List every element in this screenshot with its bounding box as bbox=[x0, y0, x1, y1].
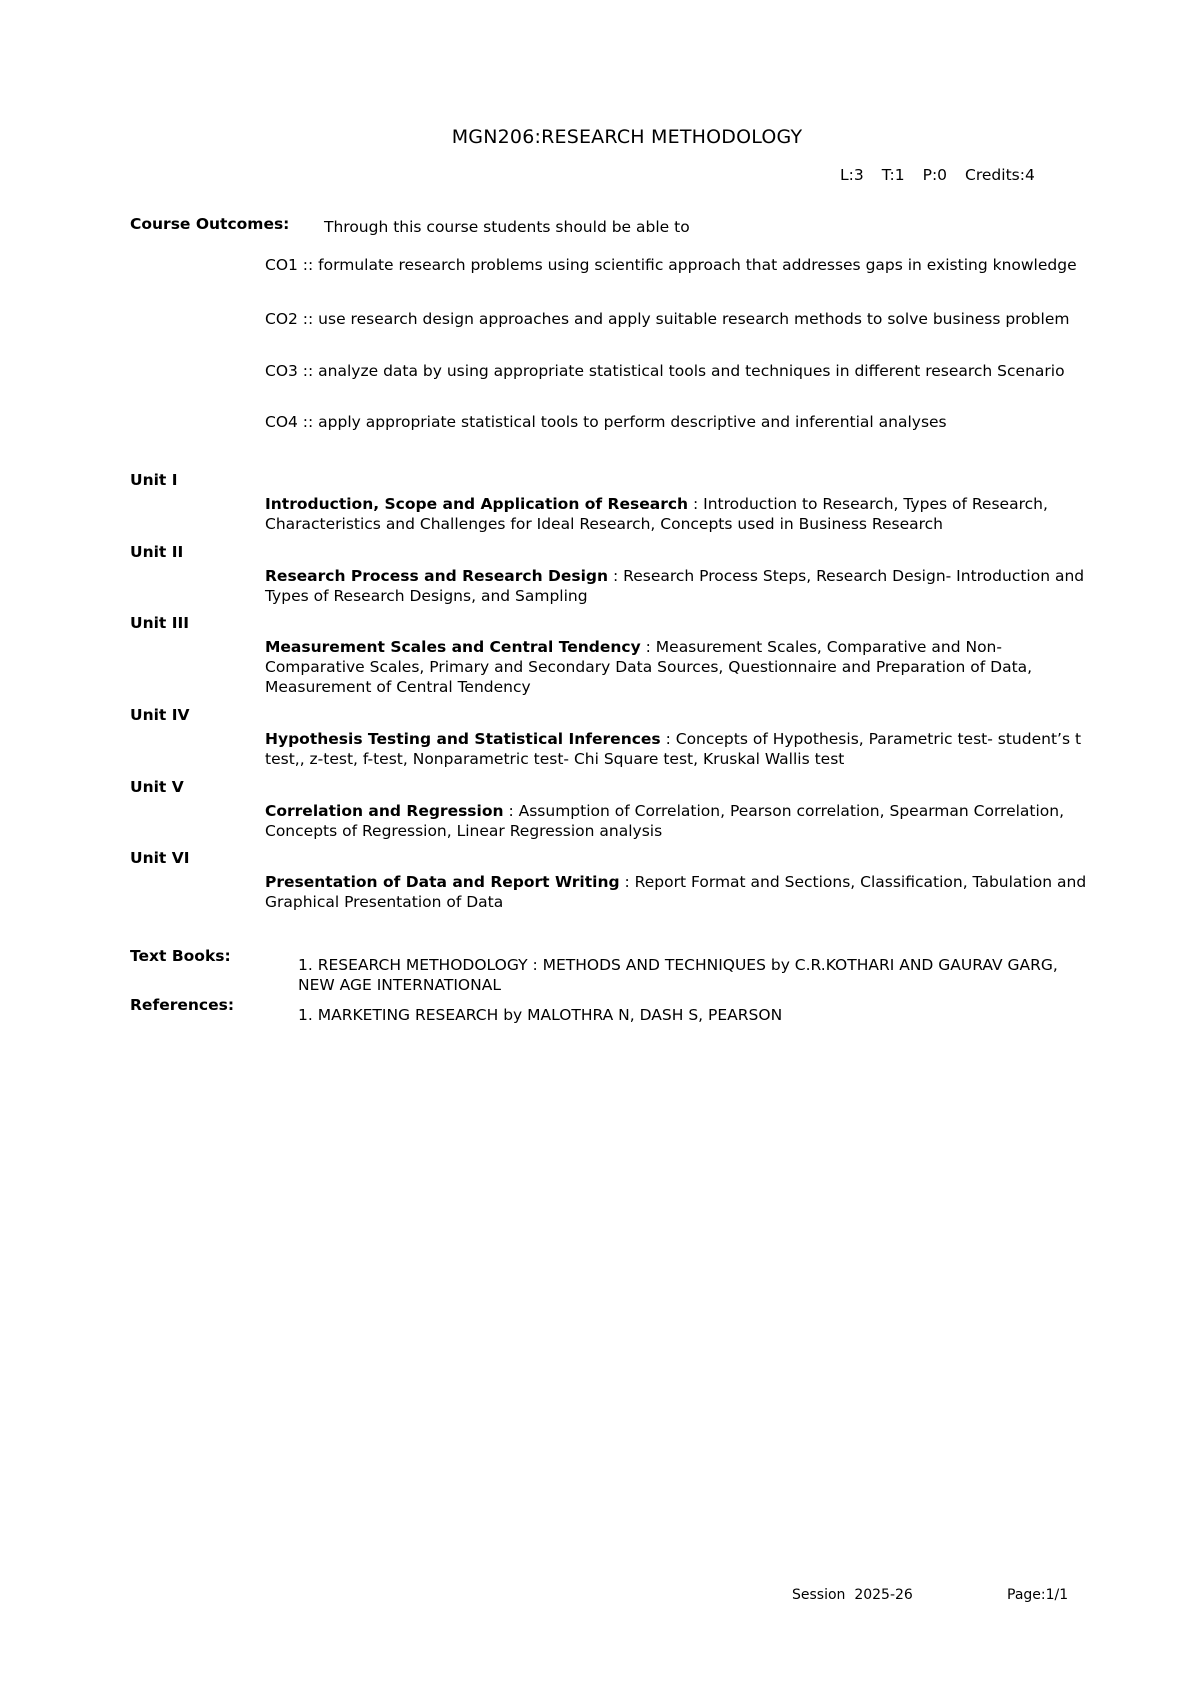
lecture-hours: L:3 bbox=[840, 166, 864, 184]
text-books-label: Text Books: bbox=[130, 947, 231, 965]
unit-topics: : Introduction to Research, Types of Research, Characteristics and Challenges for Ideal Research, Concepts used in Business Research bbox=[265, 495, 1048, 533]
unit-label: Unit II bbox=[130, 543, 184, 561]
references-label: References: bbox=[130, 996, 235, 1014]
co-item: CO3 :: analyze data by using appropriate statistical tools and techniques in different research Scenario bbox=[265, 362, 1065, 380]
unit-content bbox=[265, 494, 1100, 534]
reference-item: 1. MARKETING RESEARCH by MALOTHRA N, DASH S, PEARSON bbox=[298, 1006, 783, 1024]
unit-content bbox=[265, 566, 1100, 606]
unit-topics: : Assumption of Correlation, Pearson correlation, Spearman Correlation, Concepts of Regression, Linear Regression analysis bbox=[265, 802, 1065, 840]
unit-topics: : Research Process Steps, Research Design- Introduction and Types of Research Designs, and Sampling bbox=[265, 567, 1085, 605]
unit-content bbox=[265, 801, 1100, 841]
ltp-credits bbox=[840, 166, 1035, 184]
co-item: CO4 :: apply appropriate statistical tools to perform descriptive and inferential analyses bbox=[265, 413, 947, 431]
unit-content bbox=[265, 637, 1100, 697]
co-item: CO1 :: formulate research problems using scientific approach that addresses gaps in existing knowledge bbox=[265, 256, 1077, 274]
practical-hours: P:0 bbox=[922, 166, 948, 184]
unit-topics: : Concepts of Hypothesis, Parametric test- student’s t test,, z-test, f-test, Nonparametric test- Chi Square test, Kruskal Wallis test bbox=[265, 730, 1082, 768]
unit-heading: Presentation of Data and Report Writing bbox=[265, 873, 620, 891]
unit-label: Unit V bbox=[130, 778, 184, 796]
unit-heading: Measurement Scales and Central Tendency bbox=[265, 638, 641, 656]
course-outcomes-intro: Through this course students should be able to bbox=[324, 218, 690, 236]
unit-label: Unit VI bbox=[130, 849, 190, 867]
unit-heading: Research Process and Research Design bbox=[265, 567, 609, 585]
unit-topics: : Measurement Scales, Comparative and Non-Comparative Scales, Primary and Secondary Data Sources, Questionnaire and Preparation of Data, Measurement of Central Tendency bbox=[265, 638, 1033, 696]
unit-heading: Correlation and Regression bbox=[265, 802, 504, 820]
unit-content bbox=[265, 872, 1100, 912]
tutorial-hours: T:1 bbox=[881, 166, 905, 184]
unit-heading: Introduction, Scope and Application of Research bbox=[265, 495, 689, 513]
unit-heading: Hypothesis Testing and Statistical Inferences bbox=[265, 730, 661, 748]
course-outcomes-label: Course Outcomes: bbox=[130, 215, 290, 233]
unit-content bbox=[265, 729, 1100, 769]
session-info: Session 2025-26 bbox=[792, 1587, 913, 1603]
page-number: Page:1/1 bbox=[1007, 1587, 1069, 1603]
credits: Credits:4 bbox=[965, 166, 1035, 184]
unit-topics: : Report Format and Sections, Classification, Tabulation and Graphical Presentation of Data bbox=[265, 873, 1087, 911]
unit-label: Unit IV bbox=[130, 706, 190, 724]
page-title: MGN206:RESEARCH METHODOLOGY bbox=[451, 126, 803, 148]
co-item: CO2 :: use research design approaches and apply suitable research methods to solve business problem bbox=[265, 310, 1070, 328]
unit-label: Unit III bbox=[130, 614, 190, 632]
unit-label: Unit I bbox=[130, 471, 178, 489]
text-book-item: 1. RESEARCH METHODOLOGY : METHODS AND TECHNIQUES by C.R.KOTHARI AND GAURAV GARG, NEW AGE INTERNATIONAL bbox=[298, 956, 1058, 994]
